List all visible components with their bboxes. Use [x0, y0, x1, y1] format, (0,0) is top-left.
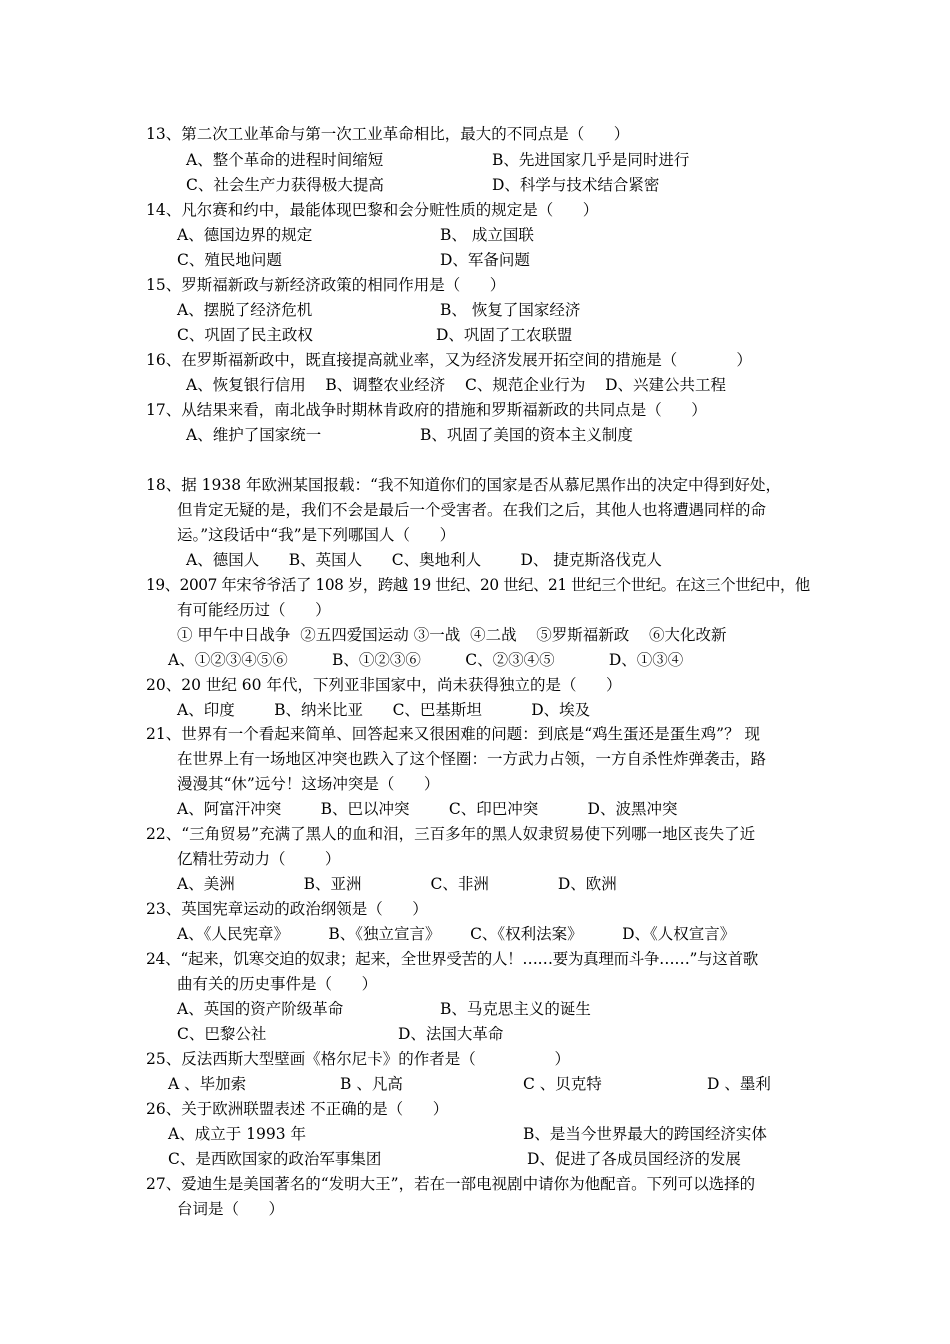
question-13-stem: 13、第二次工业革命与第一次工业革命相比，最大的不同点是（ ） [146, 125, 630, 143]
question-15-option-b: B、 恢复了国家经济 [440, 301, 581, 319]
question-26-stem: 26、关于欧洲联盟表述 不正确的是（ ） [146, 1100, 449, 1118]
question-26-option-d: D、促进了各成员国经济的发展 [527, 1150, 741, 1168]
question-18-options: A、德国人 B、英国人 C、奥地利人 D、 捷克斯洛伐克人 [186, 551, 662, 569]
question-20-options: A、印度 B、纳米比亚 C、巴基斯坦 D、埃及 [177, 701, 591, 719]
question-13-option-b: B、先进国家几乎是同时进行 [492, 151, 690, 169]
question-23-options: A、《人民宪章》 B、《独立宣言》 C、《权利法案》 D、《人权宣言》 [177, 925, 736, 943]
question-22-options: A、美洲 B、亚洲 C、非洲 D、欧洲 [177, 875, 617, 893]
question-21-line-2: 在世界上有一场地区冲突也跌入了这个怪圈：一方武力占领，一方自杀性炸弹袭击，路 [177, 750, 767, 768]
question-19-events: ① 甲午中日战争 ②五四爱国运动 ③一战 ④二战 ⑤罗斯福新政 ⑥大化改新 [177, 626, 727, 644]
question-15-option-c: C、巩固了民主政权 [177, 326, 313, 344]
question-24-option-c: C、巴黎公社 [177, 1025, 267, 1043]
question-24-option-b: B、马克思主义的诞生 [440, 1000, 591, 1018]
question-27-line-1: 27、爱迪生是美国著名的“发明大王”，若在一部电视剧中请你为他配音。下列可以选择的 [146, 1175, 756, 1193]
question-25-option-d: D 、墨利 [707, 1075, 771, 1093]
question-13-option-a: A、整个革命的进程时间缩短 [186, 151, 384, 169]
question-17-option-a: A、维护了国家统一 [186, 426, 322, 444]
question-22-line-2: 亿精壮劳动力（ ） [177, 850, 341, 868]
question-25-option-c: C 、贝克特 [523, 1075, 602, 1093]
question-20-stem: 20、20 世纪 60 年代，下列亚非国家中，尚未获得独立的是（ ） [146, 676, 622, 694]
question-16-options: A、恢复银行信用 B、调整农业经济 C、规范企业行为 D、兴建公共工程 [186, 376, 726, 394]
question-24-line-1: 24、“起来，饥寒交迫的奴隶；起来，全世界受苦的人！……要为真理而斗争……”与这首歌 [146, 950, 758, 968]
question-18-line-3: 运。”这段话中“我”是下列哪国人（ ） [177, 526, 456, 544]
question-15-stem: 15、罗斯福新政与新经济政策的相同作用是（ ） [146, 276, 506, 294]
question-19-line-1: 19、2007 年宋爷爷活了 108 岁，跨越 19 世纪、20 世纪、21 世纪三个世纪。在这三个世纪中，他 [146, 576, 810, 594]
question-16-stem: 16、在罗斯福新政中，既直接提高就业率，又为经济发展开拓空间的措施是（ ） [146, 351, 752, 369]
question-27-line-2: 台词是（ ） [177, 1200, 285, 1218]
question-23-stem: 23、英国宪章运动的政治纲领是（ ） [146, 900, 428, 918]
question-17-option-b: B、巩固了美国的资本主义制度 [420, 426, 633, 444]
question-24-option-d: D、法国大革命 [398, 1025, 504, 1043]
question-19-line-2: 有可能经历过（ ） [177, 601, 331, 619]
question-24-option-a: A、英国的资产阶级革命 [177, 1000, 344, 1018]
question-19-options: A、①②③④⑤⑥ B、①②③⑥ C、②③④⑤ D、①③④ [168, 651, 684, 669]
question-17-stem: 17、从结果来看，南北战争时期林肯政府的措施和罗斯福新政的共同点是（ ） [146, 401, 707, 419]
question-21-line-1: 21、世界有一个看起来简单、回答起来又很困难的问题：到底是“鸡生蛋还是蛋生鸡”？ 现 [146, 725, 761, 743]
question-22-line-1: 22、“三角贸易”充满了黑人的血和泪，三百多年的黑人奴隶贸易使下列哪一地区丧失了近 [146, 825, 756, 843]
question-24-line-2: 曲有关的历史事件是（ ） [177, 975, 378, 993]
question-14-option-a: A、德国边界的规定 [177, 226, 313, 244]
question-15-option-d: D、巩固了工农联盟 [436, 326, 573, 344]
question-26-option-c: C、是西欧国家的政治军事集团 [168, 1150, 382, 1168]
question-15-option-a: A、摆脱了经济危机 [177, 301, 313, 319]
question-21-line-3: 漫漫其“休”远兮！这场冲突是（ ） [177, 775, 440, 793]
question-26-option-b: B、是当今世界最大的跨国经济实体 [523, 1125, 767, 1143]
question-21-options: A、阿富汗冲突 B、巴以冲突 C、印巴冲突 D、波黑冲突 [177, 800, 678, 818]
question-14-option-d: D、军备问题 [440, 251, 530, 269]
question-18-line-2: 但肯定无疑的是，我们不会是最后一个受害者。在我们之后，其他人也将遭遇同样的命 [177, 501, 767, 519]
question-13-option-d: D、科学与技术结合紧密 [492, 176, 660, 194]
question-18-line-1: 18、据 1938 年欧洲某国报载：“我不知道你们的国家是否从慕尼黑作出的决定中得到好处， [146, 476, 781, 494]
question-14-option-c: C、殖民地问题 [177, 251, 282, 269]
question-25-stem: 25、反法西斯大型壁画《格尔尼卡》的作者是（ ） [146, 1050, 571, 1068]
question-25-option-a: A 、毕加索 [168, 1075, 247, 1093]
question-26-option-a: A、成立于 1993 年 [168, 1125, 306, 1143]
question-14-stem: 14、凡尔赛和约中，最能体现巴黎和会分赃性质的规定是（ ） [146, 201, 599, 219]
question-14-option-b: B、 成立国联 [440, 226, 534, 244]
question-25-option-b: B 、凡高 [340, 1075, 403, 1093]
question-13-option-c: C、社会生产力获得极大提高 [186, 176, 384, 194]
